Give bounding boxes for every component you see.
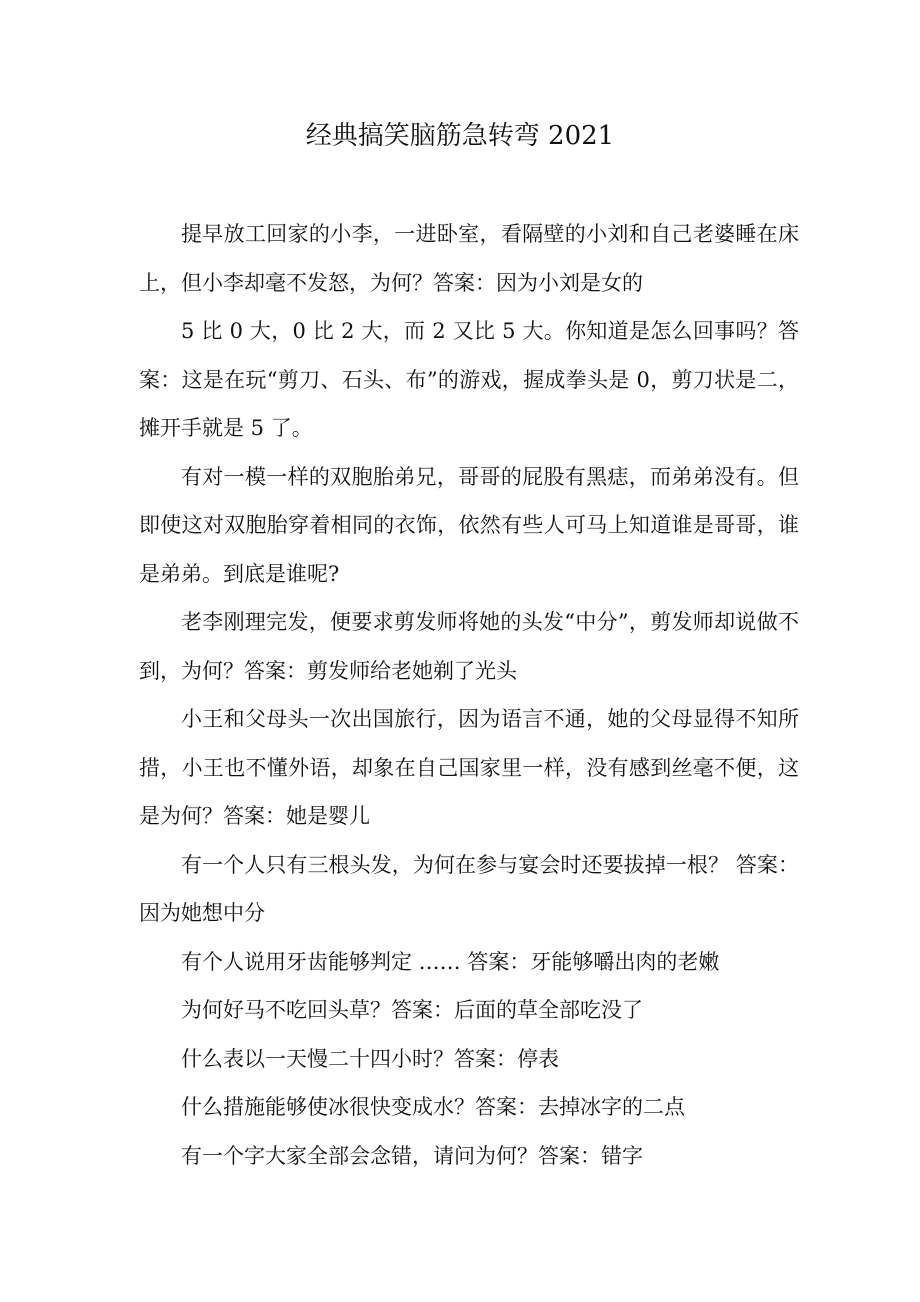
paragraph: 什么表以一天慢二十四小时？答案：停表	[181, 1046, 559, 1071]
paragraph: 小王和父母头一次出国旅行，因为语言不通，她的父母显得不知所措，小王也不懂外语，却象在自己国家里一样，没有感到丝毫不便，这是为何？答案：她是婴儿	[139, 707, 799, 828]
paragraph: 5 比 0 大，0 比 2 大，而 2 又比 5 大。你知道是怎么回事吗？答案：这是在玩“剪刀、石头、布”的游戏，握成拳头是 0，剪刀状是二，摊开手就是 5 了。	[139, 319, 799, 440]
paragraph: 什么措施能够使冰很快变成水？答案：去掉冰字的二点	[181, 1095, 685, 1119]
document-title: 经典搞笑脑筋急转弯 2021	[305, 121, 615, 151]
paragraph: 有个人说用牙齿能够判定 …… 答案：牙能够嚼出肉的老嫩	[181, 949, 720, 974]
paragraph: 提早放工回家的小李，一进卧室，看隔壁的小刘和自己老婆睡在床上，但小李却毫不发怒，为何？答案：因为小刘是女的	[139, 222, 799, 295]
paragraph: 有对一模一样的双胞胎弟兄，哥哥的屁股有黑痣，而弟弟没有。但即使这对双胞胎穿着相同的衣饰，依然有些人可马上知道谁是哥哥，谁是弟弟。到底是谁呢?	[139, 464, 799, 586]
paragraph: 有一个字大家全部会念错，请问为何？答案：错字	[181, 1143, 643, 1168]
paragraph: 老李刚理完发，便要求剪发师将她的头发“中分”，剪发师却说做不到，为何？答案：剪发师给老她剃了光头	[139, 610, 799, 683]
paragraph: 为何好马不吃回头草？答案：后面的草全部吃没了	[181, 998, 643, 1022]
paragraph: 有一个人只有三根头发，为何在参与宴会时还要拔掉一根？ 答案：因为她想中分	[139, 852, 799, 925]
document-body	[139, 210, 799, 1180]
